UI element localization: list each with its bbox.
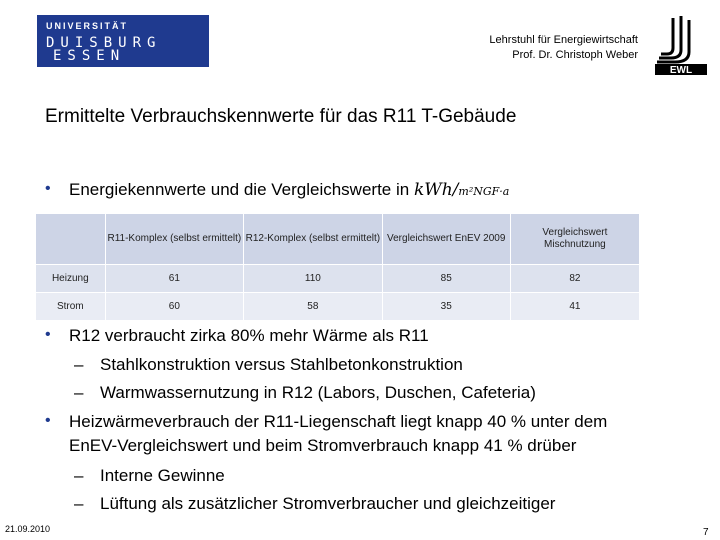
bullet-r12-text: R12 verbraucht zirka 80% mehr Wärme als R11 [69, 326, 429, 345]
energy-unit-numerator: kWh/ [413, 180, 459, 200]
slide-date: 21.09.2010 [5, 524, 51, 534]
table-cell: Heizung [36, 265, 106, 293]
sub-bullet-text: Stahlkonstruktion versus Stahlbetonkonstruktion [100, 355, 463, 374]
table-header-row [36, 214, 640, 265]
logo-line-essen: ESSEN [53, 48, 126, 64]
sub-bullet-text: Warmwassernutzung in R12 (Labors, Duschen, Cafeteria) [100, 383, 536, 402]
table-header-cell [36, 214, 106, 265]
chair-professor: Prof. Dr. Christoph Weber [512, 49, 638, 61]
bullet-r11-line1: Heizwärmeverbrauch der R11-Liegenschaft liegt knapp 40 % unter dem [69, 412, 608, 431]
chair-info [489, 33, 638, 63]
ewl-logo [653, 14, 709, 76]
bullet-icon: • [45, 326, 51, 343]
page-number: 7 [703, 527, 709, 538]
dash-icon: – [74, 383, 84, 402]
dash-icon: – [74, 494, 84, 513]
energy-unit [414, 180, 509, 200]
table-cell: 61 [105, 265, 244, 293]
consumption-table [35, 213, 640, 321]
table-header-cell: Vergleichswert EnEV 2009 [382, 214, 510, 265]
table-cell: 41 [510, 293, 639, 321]
table-cell: 110 [244, 265, 383, 293]
table-cell: 60 [105, 293, 244, 321]
bullet-r11-line2: EnEV-Vergleichswert und beim Stromverbrauch knapp 41 % drüber [69, 436, 577, 455]
table-cell: 82 [510, 265, 639, 293]
dash-icon: – [74, 466, 84, 485]
table-row [36, 293, 640, 321]
sub-bullet-text: Interne Gewinne [100, 466, 225, 485]
university-logo [37, 15, 209, 67]
chair-name: Lehrstuhl für Energiewirtschaft [489, 34, 638, 46]
sub-bullet-text: Lüftung als zusätzlicher Stromverbraucher und gleichzeitiger [100, 494, 556, 513]
table-row [36, 265, 640, 293]
table-header-cell: R12-Komplex (selbst ermittelt) [244, 214, 383, 265]
logo-line-universitaet: UNIVERSITÄT [46, 21, 129, 31]
bullet-energy-text: Energiekennwerte und die Vergleichswerte in [69, 180, 410, 199]
table-cell: 58 [244, 293, 383, 321]
ewl-logo-text: EWL [669, 65, 693, 76]
table-header-cell: Vergleichswert Mischnutzung [510, 214, 639, 265]
table-header-cell: R11-Komplex (selbst ermittelt) [105, 214, 244, 265]
bullet-icon: • [45, 412, 51, 429]
table-cell: 35 [382, 293, 510, 321]
dash-icon: – [74, 355, 84, 374]
bullet-icon: • [45, 180, 51, 197]
logo-line-duisburg: DUISBURG [46, 35, 162, 51]
slide-title: Ermittelte Verbrauchskennwerte für das R11 T-Gebäude [45, 106, 517, 127]
energy-unit-denominator: m²NGF·a [458, 185, 510, 198]
table-cell: Strom [36, 293, 106, 321]
table-cell: 85 [382, 265, 510, 293]
